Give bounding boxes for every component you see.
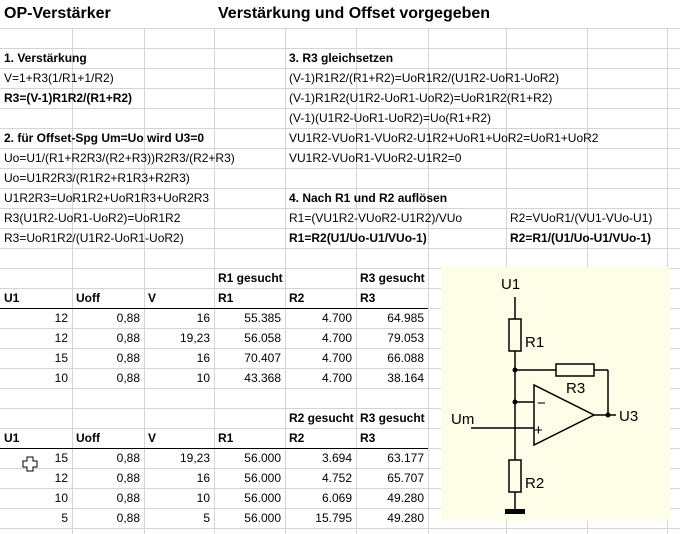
- table-cell-r3[interactable]: 65.707: [387, 471, 424, 485]
- table1-header-u1: U1: [4, 291, 20, 305]
- section4-heading: 4. Nach R1 und R2 auflösen: [289, 191, 448, 205]
- formula-cell[interactable]: Uo=U1R2R3/(R1R2+R1R3+R2R3): [4, 171, 190, 185]
- formula-cell[interactable]: R3=(V-1)R1R2/(R1+R2): [4, 91, 133, 105]
- table-cell-v[interactable]: 10: [196, 491, 210, 505]
- label-plus: +: [534, 422, 543, 439]
- formula-cell[interactable]: (V-1)(U1R2-UoR1-UoR2)=Uo(R1+R2): [289, 111, 492, 125]
- table-cell-u1[interactable]: 10: [54, 371, 68, 385]
- section3-heading: 3. R3 gleichsetzen: [289, 51, 394, 65]
- table-cell-r3[interactable]: 66.088: [387, 351, 424, 365]
- table1-header-r1: R1: [218, 291, 234, 305]
- table-cell-u1[interactable]: 12: [54, 331, 68, 345]
- label-um: Um: [451, 411, 475, 428]
- formula-cell[interactable]: VU1R2-VUoR1-VUoR2-U1R2+UoR1+UoR2=UoR1+UoR2: [289, 131, 599, 145]
- table2-group-label-r3: R3 gesucht: [360, 411, 425, 425]
- table-cell-r3[interactable]: 64.985: [387, 311, 424, 325]
- table-cell-uoff[interactable]: 0,88: [116, 511, 140, 525]
- table-cell-uoff[interactable]: 0,88: [116, 311, 140, 325]
- table-cell-r2[interactable]: 4.700: [321, 311, 352, 325]
- table-cell-r1[interactable]: 70.407: [244, 351, 281, 365]
- table-cell-r1[interactable]: 56.000: [244, 511, 281, 525]
- table-cell-v[interactable]: 19,23: [179, 451, 210, 465]
- table1-header-uoff: Uoff: [76, 291, 100, 305]
- table2-header-u1: U1: [4, 431, 20, 445]
- table2-header-r2: R2: [289, 431, 305, 445]
- table-cell-v[interactable]: 5: [203, 511, 210, 525]
- table2-header-r1: R1: [218, 431, 234, 445]
- table-cell-r2[interactable]: 6.069: [321, 491, 352, 505]
- table-cell-uoff[interactable]: 0,88: [116, 331, 140, 345]
- table-cell-u1[interactable]: 12: [54, 471, 68, 485]
- table-cell-r3[interactable]: 63.177: [387, 451, 424, 465]
- formula-cell[interactable]: R3(U1R2-UoR1-UoR2)=UoR1R2: [4, 211, 181, 225]
- formula-cell[interactable]: V=1+R3(1/R1+1/R2): [4, 71, 114, 85]
- table-cell-r2[interactable]: 4.700: [321, 371, 352, 385]
- table-cell-uoff[interactable]: 0,88: [116, 471, 140, 485]
- gridline-h: [0, 28, 680, 29]
- label-u1: U1: [501, 276, 521, 293]
- table-cell-v[interactable]: 10: [196, 371, 210, 385]
- table-cell-v[interactable]: 16: [196, 311, 210, 325]
- table-cell-r2[interactable]: 4.752: [321, 471, 352, 485]
- formula-cell[interactable]: (V-1)R1R2/(R1+R2)=UoR1R2/(U1R2-UoR1-UoR2): [289, 71, 560, 85]
- table-cell-uoff[interactable]: 0,88: [116, 451, 140, 465]
- table-cell-uoff[interactable]: 0,88: [116, 491, 140, 505]
- sheet-title: OP-Verstärker: [4, 5, 111, 22]
- table2-header-v: V: [148, 431, 157, 445]
- table-cell-uoff[interactable]: 0,88: [116, 351, 140, 365]
- table-cell-u1[interactable]: 5: [61, 511, 68, 525]
- label-r2: R2: [525, 475, 545, 492]
- table-cell-r1[interactable]: 56.000: [244, 491, 281, 505]
- table-cell-v[interactable]: 16: [196, 351, 210, 365]
- label-u3: U3: [619, 408, 639, 425]
- section1-heading: 1. Verstärkung: [4, 51, 87, 65]
- label-minus: −: [537, 395, 546, 412]
- opamp-circuit-diagram[interactable]: [441, 267, 670, 521]
- section2-heading: 2. für Offset-Spg Um=Uo wird U3=0: [4, 131, 205, 145]
- formula-cell[interactable]: (V-1)R1R2(U1R2-UoR1-UoR2)=UoR1R2(R1+R2): [289, 91, 553, 105]
- gridline-h: [0, 528, 680, 529]
- table2-header-r3: R3: [360, 431, 376, 445]
- label-r1: R1: [525, 334, 545, 351]
- table-cell-u1[interactable]: 15: [54, 451, 68, 465]
- formula-cell[interactable]: VU1R2-VUoR1-VUoR2-U1R2=0: [289, 151, 462, 165]
- circuit-drawing: [441, 267, 670, 521]
- formula-cell[interactable]: R3=UoR1R2/(U1R2-UoR1-UoR2): [4, 231, 184, 245]
- formula-cell[interactable]: U1R2R3=UoR1R2+UoR1R3+UoR2R3: [4, 191, 210, 205]
- label-r3: R3: [566, 380, 586, 397]
- table-cell-r2[interactable]: 4.700: [321, 351, 352, 365]
- table-cell-uoff[interactable]: 0,88: [116, 371, 140, 385]
- table-cell-v[interactable]: 16: [196, 471, 210, 485]
- table-cell-r3[interactable]: 79.053: [387, 331, 424, 345]
- table-cell-v[interactable]: 19,23: [179, 331, 210, 345]
- table-cell-r3[interactable]: 49.280: [387, 511, 424, 525]
- table-cell-r3[interactable]: 38.164: [387, 371, 424, 385]
- table-cell-r2[interactable]: 15.795: [315, 511, 352, 525]
- formula-cell[interactable]: R2=VUoR1/(VU1-VUo-U1): [510, 211, 653, 225]
- table-cell-r1[interactable]: 43.368: [244, 371, 281, 385]
- table-cell-u1[interactable]: 15: [54, 351, 68, 365]
- formula-cell[interactable]: R1=(VU1R2-VUoR2-U1R2)/VUo: [289, 211, 463, 225]
- sheet-subtitle: Verstärkung und Offset vorgegeben: [218, 5, 491, 22]
- table2-group-label-r2: R2 gesucht: [289, 411, 354, 425]
- table-cell-r1[interactable]: 56.000: [244, 451, 281, 465]
- table-cell-r1[interactable]: 56.058: [244, 331, 281, 345]
- formula-cell[interactable]: R2=R1/(U1/Uo-U1/VUo-1): [510, 231, 652, 245]
- cursor-cross-icon: [22, 456, 38, 472]
- table-cell-r1[interactable]: 56.000: [244, 471, 281, 485]
- table-cell-r2[interactable]: 3.694: [321, 451, 352, 465]
- table-cell-u1[interactable]: 10: [54, 491, 68, 505]
- table-cell-r3[interactable]: 49.280: [387, 491, 424, 505]
- table-cell-u1[interactable]: 12: [54, 311, 68, 325]
- table-cell-r1[interactable]: 55.385: [244, 311, 281, 325]
- formula-cell[interactable]: Uo=U1/(R1+R2R3/(R2+R3))R2R3/(R2+R3): [4, 151, 235, 165]
- table2-header-uoff: Uoff: [76, 431, 100, 445]
- formula-cell[interactable]: R1=R2(U1/Uo-U1/VUo-1): [289, 231, 427, 245]
- table1-header-v: V: [148, 291, 157, 305]
- gridline-h: [0, 248, 680, 249]
- table1-group-label-r1: R1 gesucht: [218, 271, 283, 285]
- table1-header-r2: R2: [289, 291, 305, 305]
- table1-group-label-r3: R3 gesucht: [360, 271, 425, 285]
- table-cell-r2[interactable]: 4.700: [321, 331, 352, 345]
- table1-header-r3: R3: [360, 291, 376, 305]
